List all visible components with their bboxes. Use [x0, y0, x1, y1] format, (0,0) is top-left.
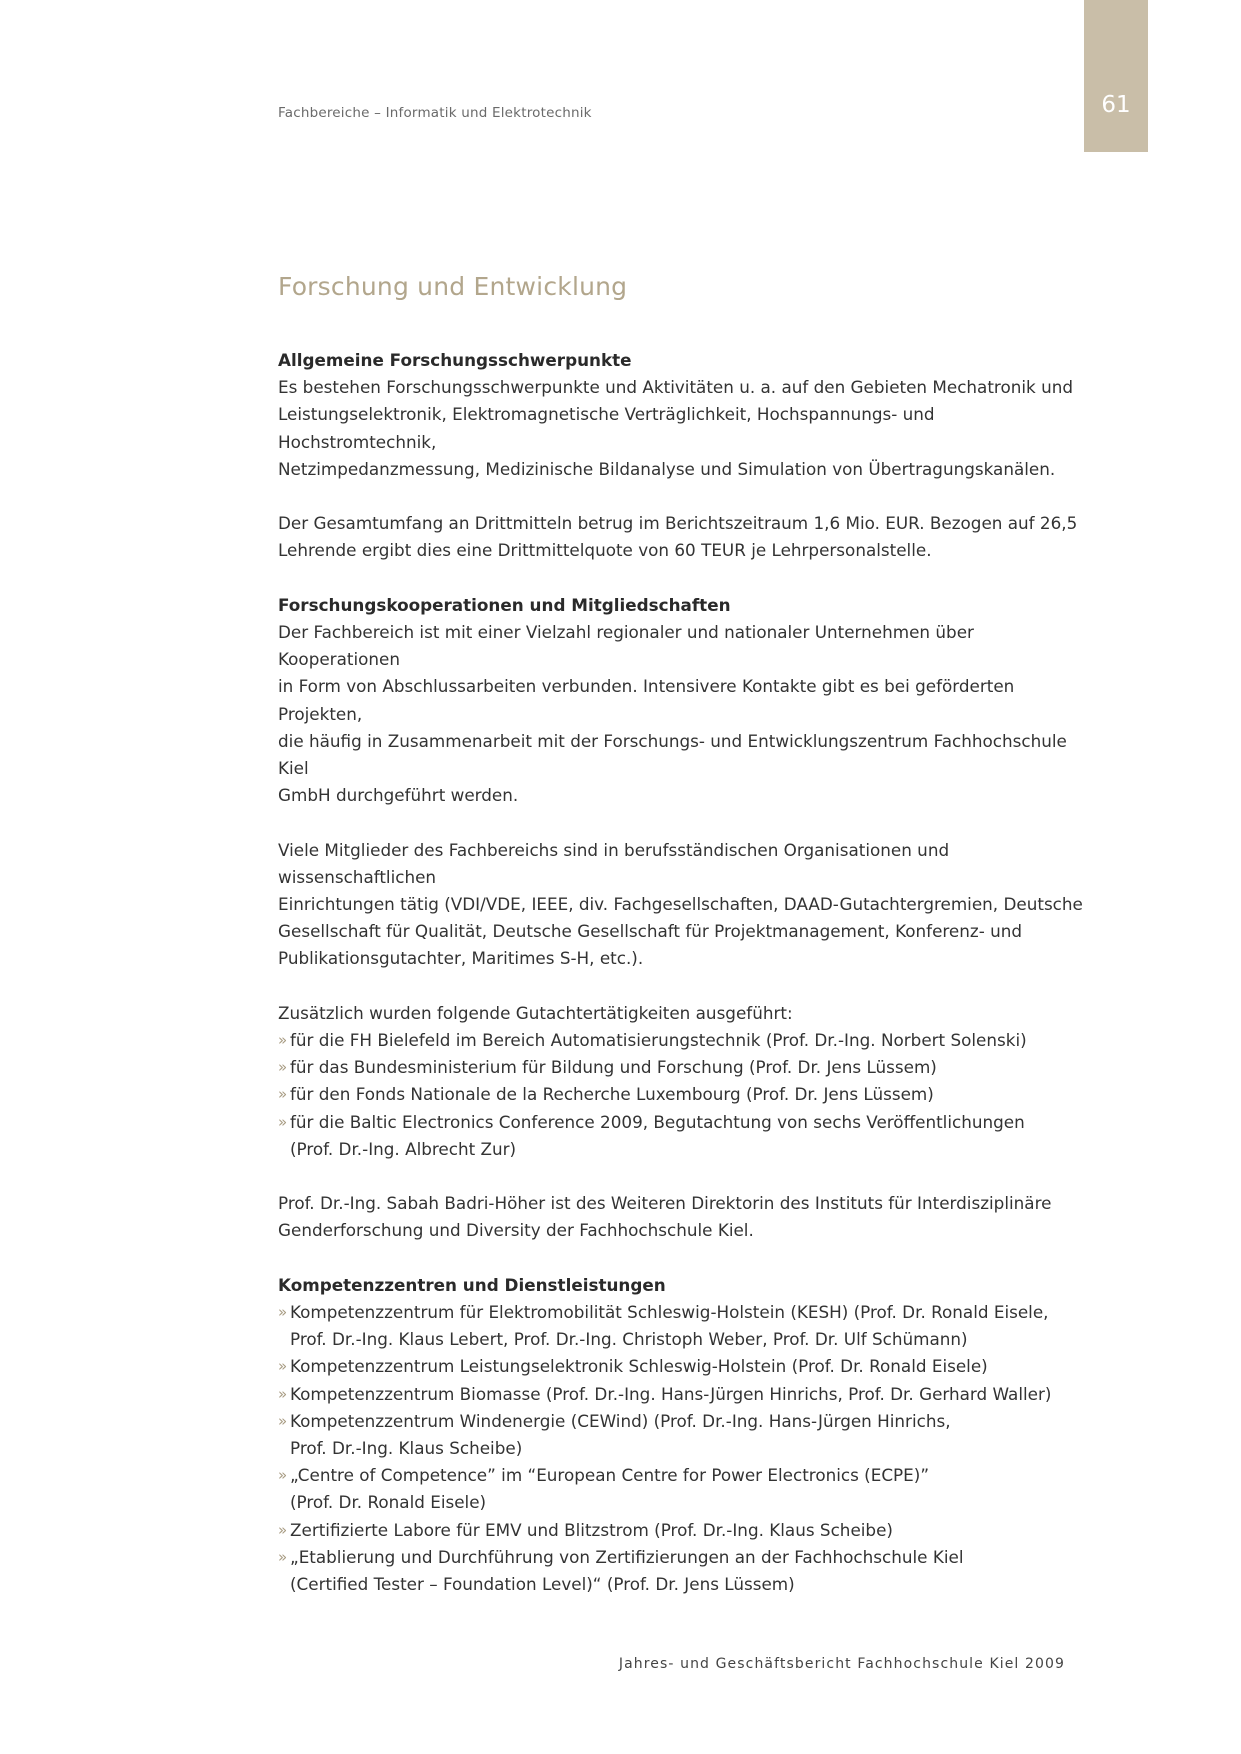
research-focus-heading: Allgemeine Forschungsschwerpunkte — [278, 350, 632, 370]
list-item — [278, 1054, 1098, 1081]
list-item — [278, 1408, 1098, 1462]
research-focus-section — [278, 347, 1098, 592]
paragraph-line: Der Fachbereich ist mit einer Vielzahl regionaler und nationaler Unternehmen über Kooperationen — [278, 622, 974, 670]
review-list — [278, 1027, 1098, 1163]
bullet-chevron-icon: » — [278, 1520, 288, 1539]
list-item — [278, 1462, 1098, 1516]
paragraph-line: Viele Mitglieder des Fachbereichs sind in berufsständischen Organisationen und wissenschaftlichen — [278, 839, 950, 887]
list-item-text: „Centre of Competence” im “European Centre for Power Electronics (ECPE)” — [290, 1465, 930, 1486]
list-item-text: für die FH Bielefeld im Bereich Automatisierungstechnik (Prof. Dr.-Ing. Norbert Solenski) — [290, 1030, 1027, 1051]
list-item-text: Kompetenzzentrum Leistungselektronik Schleswig-Holstein (Prof. Dr. Ronald Eisele) — [290, 1356, 988, 1377]
list-item-text: für die Baltic Electronics Conference 2009, Begutachtung von sechs Veröffentlichungen — [290, 1111, 1025, 1132]
list-item — [278, 1517, 1098, 1544]
bullet-chevron-icon: » — [278, 1031, 288, 1050]
paragraph-line: Publikationsgutachter, Maritimes S-H, etc.). — [278, 948, 644, 969]
bullet-chevron-icon: » — [278, 1058, 288, 1077]
competence-section — [278, 1272, 1098, 1598]
list-item-text: Kompetenzzentrum für Elektromobilität Schleswig-Holstein (KESH) (Prof. Dr. Ronald Eisele, — [290, 1302, 1049, 1323]
running-header: Fachbereiche – Informatik und Elektrotechnik — [278, 105, 592, 121]
list-item — [278, 1353, 1098, 1380]
bullet-chevron-icon: » — [278, 1085, 288, 1104]
bullet-chevron-icon: » — [278, 1357, 288, 1376]
paragraph-line: Leistungselektronik, Elektromagnetische Verträglichkeit, Hochspannungs- und Hochstromtechnik, — [278, 404, 935, 452]
list-item-text-continued: Prof. Dr.-Ing. Klaus Lebert, Prof. Dr.-Ing. Christoph Weber, Prof. Dr. Ulf Schümann) — [290, 1329, 968, 1350]
list-item-text-continued: (Certified Tester – Foundation Level)“ (Prof. Dr. Jens Lüssem) — [290, 1574, 795, 1595]
list-item — [278, 1381, 1098, 1408]
paragraph-line: Lehrende ergibt dies eine Drittmittelquote von 60 TEUR je Lehrpersonalstelle. — [278, 540, 932, 561]
list-item-text: Kompetenzzentrum Biomasse (Prof. Dr.-Ing. Hans-Jürgen Hinrichs, Prof. Dr. Gerhard Waller) — [290, 1383, 1052, 1404]
competence-heading: Kompetenzzentren und Dienstleistungen — [278, 1274, 666, 1295]
paragraph-line: Genderforschung und Diversity der Fachhochschule Kiel. — [278, 1220, 754, 1241]
page-number-tab — [1084, 0, 1148, 152]
paragraph-line: Der Gesamtumfang an Drittmitteln betrug im Berichtszeitraum 1,6 Mio. EUR. Bezogen auf 26,5 — [278, 513, 1078, 534]
bullet-chevron-icon: » — [278, 1466, 288, 1485]
paragraph-line: in Form von Abschlussarbeiten verbunden. Intensivere Kontakte gibt es bei geförderten Projekten, — [278, 676, 1015, 724]
paragraph-line: Netzimpedanzmessung, Medizinische Bildanalyse und Simulation von Übertragungskanälen. — [278, 458, 1056, 479]
list-item — [278, 1544, 1098, 1598]
paragraph-line: die häufig in Zusammenarbeit mit der Forschungs- und Entwicklungszentrum Fachhochschule Kiel — [278, 730, 1067, 779]
paragraph-line: Es bestehen Forschungsschwerpunkte und Aktivitäten u. a. auf den Gebieten Mechatronik und — [278, 377, 1073, 398]
list-item — [278, 1027, 1098, 1054]
list-item-text-continued: (Prof. Dr.-Ing. Albrecht Zur) — [290, 1138, 517, 1159]
main-content — [278, 270, 1098, 1598]
list-item-text: Kompetenzzentrum Windenergie (CEWind) (Prof. Dr.-Ing. Hans-Jürgen Hinrichs, — [290, 1410, 951, 1431]
bullet-chevron-icon: » — [278, 1411, 288, 1430]
cooperation-section — [278, 592, 1098, 1272]
footer: Jahres- und Geschäftsbericht Fachhochschule Kiel 2009 — [618, 1656, 1065, 1672]
list-item — [278, 1109, 1098, 1163]
list-item-text: für das Bundesministerium für Bildung und Forschung (Prof. Dr. Jens Lüssem) — [290, 1057, 937, 1078]
list-item-text: Zertifizierte Labore für EMV und Blitzstrom (Prof. Dr.-Ing. Klaus Scheibe) — [290, 1519, 893, 1540]
bullet-chevron-icon: » — [278, 1303, 288, 1322]
section-title: Forschung und Entwicklung — [278, 272, 628, 301]
list-item-text: für den Fonds Nationale de la Recherche Luxembourg (Prof. Dr. Jens Lüssem) — [290, 1084, 934, 1105]
paragraph-line: Einrichtungen tätig (VDI/VDE, IEEE, div. Fachgesellschaften, DAAD-Gutachtergremien, Deutsche — [278, 894, 1083, 915]
bullet-chevron-icon: » — [278, 1547, 288, 1566]
page-number: 61 — [1101, 92, 1131, 118]
cooperation-heading: Forschungskooperationen und Mitgliedschaften — [278, 594, 731, 615]
competence-list — [278, 1299, 1098, 1598]
paragraph-line: Prof. Dr.-Ing. Sabah Badri-Höher ist des Weiteren Direktorin des Instituts für Interdisziplinäre — [278, 1193, 1052, 1214]
list-item — [278, 1081, 1098, 1108]
bullet-chevron-icon: » — [278, 1112, 288, 1131]
list-item-text-continued: Prof. Dr.-Ing. Klaus Scheibe) — [290, 1438, 523, 1459]
bullet-chevron-icon: » — [278, 1384, 288, 1403]
list-item-text-continued: (Prof. Dr. Ronald Eisele) — [290, 1492, 487, 1513]
review-intro: Zusätzlich wurden folgende Gutachtertätigkeiten ausgeführt: — [278, 1002, 793, 1023]
paragraph-line: GmbH durchgeführt werden. — [278, 785, 519, 806]
list-item — [278, 1299, 1098, 1353]
list-item-text: „Etablierung und Durchführung von Zertifizierungen an der Fachhochschule Kiel — [290, 1546, 964, 1567]
paragraph-line: Gesellschaft für Qualität, Deutsche Gesellschaft für Projektmanagement, Konferenz- und — [278, 921, 1023, 942]
